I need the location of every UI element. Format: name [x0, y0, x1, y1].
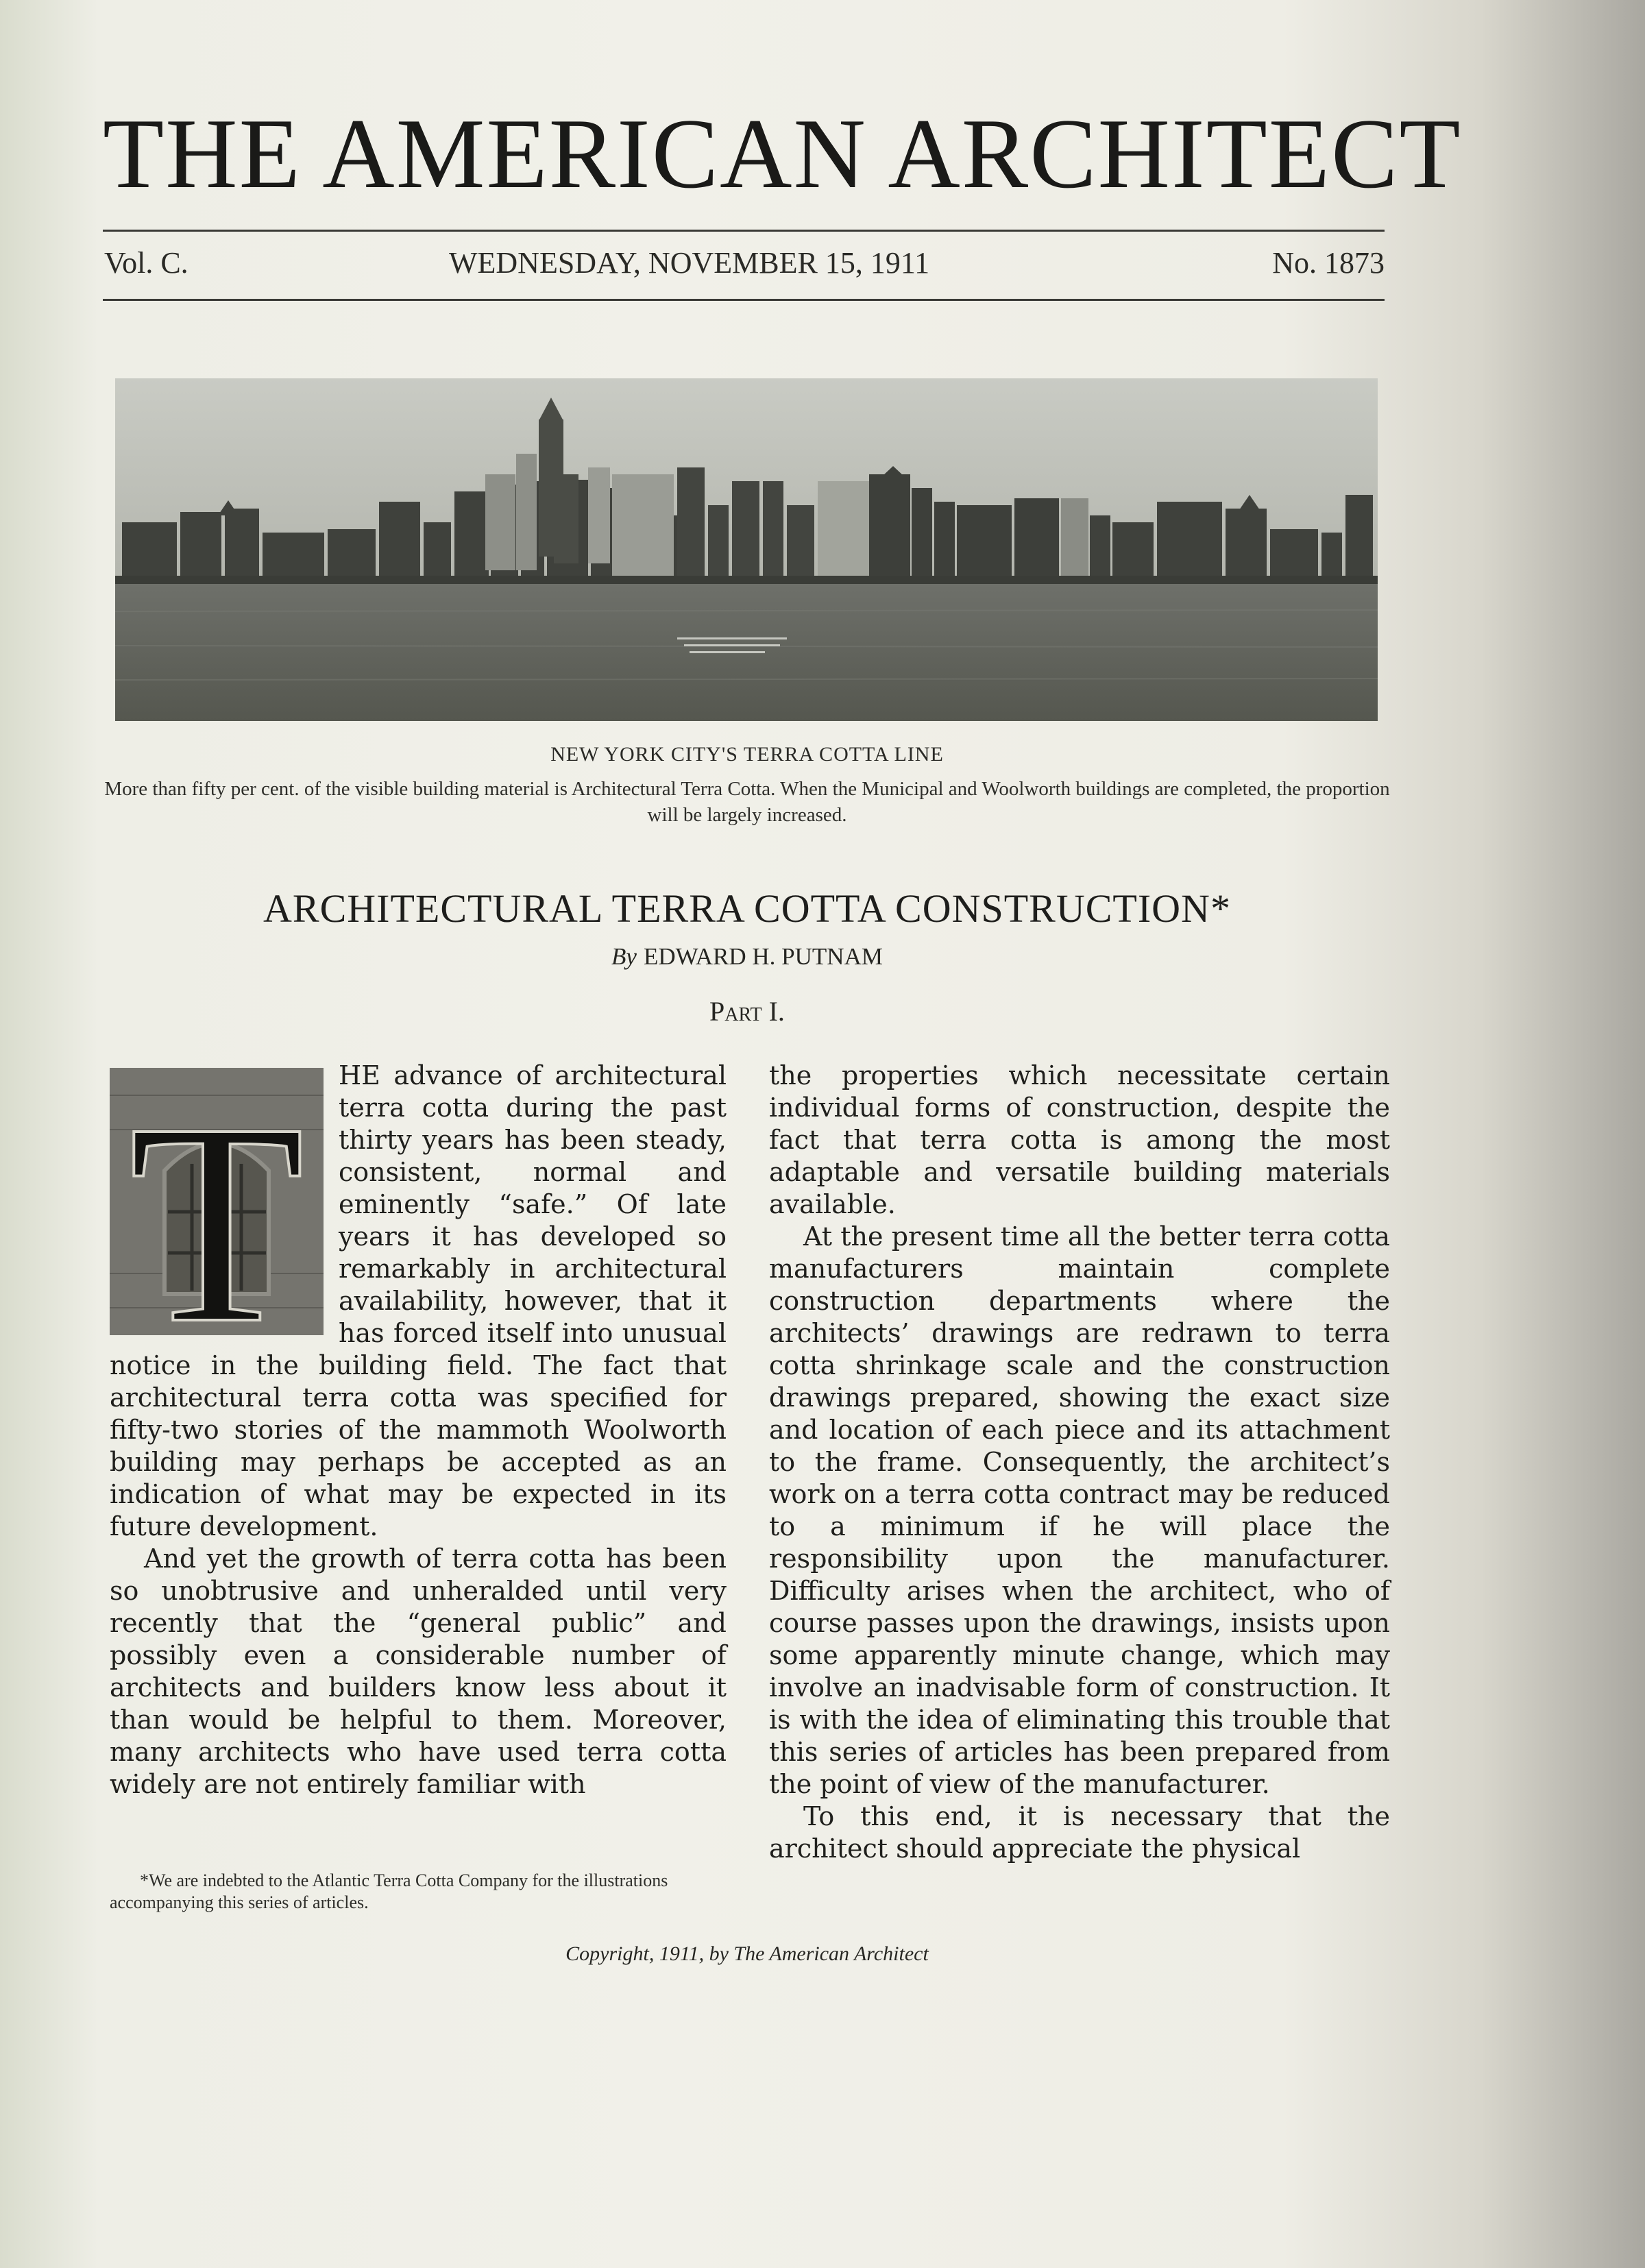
masthead-bottom-rule	[103, 299, 1385, 301]
masthead-title: THE AMERICAN ARCHITECT	[103, 98, 1462, 209]
copyright-line: Copyright, 1911, by The American Architect	[565, 1942, 929, 1965]
left-column	[110, 1060, 727, 1801]
part-heading: Part I.	[709, 996, 785, 1027]
right-paragraph-3: To this end, it is necessary that the architect should appreciate the physical	[769, 1801, 1390, 1864]
byline	[103, 943, 1391, 971]
author-name: EDWARD H. PUTNAM	[643, 943, 883, 970]
right-column	[769, 1060, 1390, 1865]
issue-date: WEDNESDAY, NOVEMBER 15, 1911	[449, 246, 930, 280]
photo-caption-title: NEW YORK CITY'S TERRA COTTA LINE	[550, 743, 944, 766]
intro-paragraph: HE advance of architectural terra cotta during the past thirty years has been steady, consistent, normal and eminently “safe.” Of late years it has developed so remarkably in architectural availability, however, that it has forced itself into unusual notice in the building field. The fact that architectural terra cotta was specified for fifty-two stories of the mammoth Woolworth building may perhaps be accepted as an indication of what may be expected in its future development.	[110, 1060, 727, 1541]
skyline-illustration	[115, 378, 1378, 721]
article-title: ARCHITECTURAL TERRA COTTA CONSTRUCTION*	[263, 886, 1231, 931]
drop-cap-illustration	[110, 1068, 324, 1335]
footnote: *We are indebted to the Atlantic Terra Cotta Company for the illustrations accompanying this series of articles.	[110, 1870, 668, 1912]
photo-caption-text: More than fifty per cent. of the visible building material is Architectural Terra Cotta. When the Municipal and Woolworth buildings are completed, the proportion will be largely increased.	[104, 778, 1390, 826]
skyline-photograph	[115, 378, 1378, 721]
right-paragraph-2: At the present time all the better terra cotta manufacturers maintain complete construction departments where the architects’ drawings are redrawn to terra cotta shrinkage scale and the construction drawings prepared, showing the exact size and location of each piece and its attachment to the frame. Consequently, the architect’s work on a terra cotta contract may be reduced to a minimum if he will place the responsibility upon the manufacturer. Difficulty arises when the architect, who of course passes upon the drawings, insists upon some apparently minute change, which may involve an inadvisable form of construction. It is with the idea of eliminating this trouble that this series of articles has been prepared from the point of view of the manufacturer.	[769, 1221, 1390, 1799]
left-paragraph-2: And yet the growth of terra cotta has been so unobtrusive and unheralded until very recently that the “general public” and possibly even a considerable number of architects and builders know less about it than would be helpful to them. Moreover, many architects who have used terra cotta widely are not entirely familiar with	[110, 1544, 727, 1799]
masthead-top-rule	[103, 230, 1385, 232]
drop-cap-letter: T	[128, 1068, 305, 1335]
issue-line	[103, 245, 1385, 286]
issue-number: No. 1873	[1272, 246, 1385, 280]
byline-prefix: By	[611, 943, 637, 970]
right-paragraph-1: the properties which necessitate certain individual forms of construction, despite the fact that terra cotta is among the most adaptable and versatile building materials available.	[769, 1060, 1390, 1219]
drop-cap-window-illustration	[110, 1068, 324, 1335]
volume-label: Vol. C.	[104, 246, 188, 280]
